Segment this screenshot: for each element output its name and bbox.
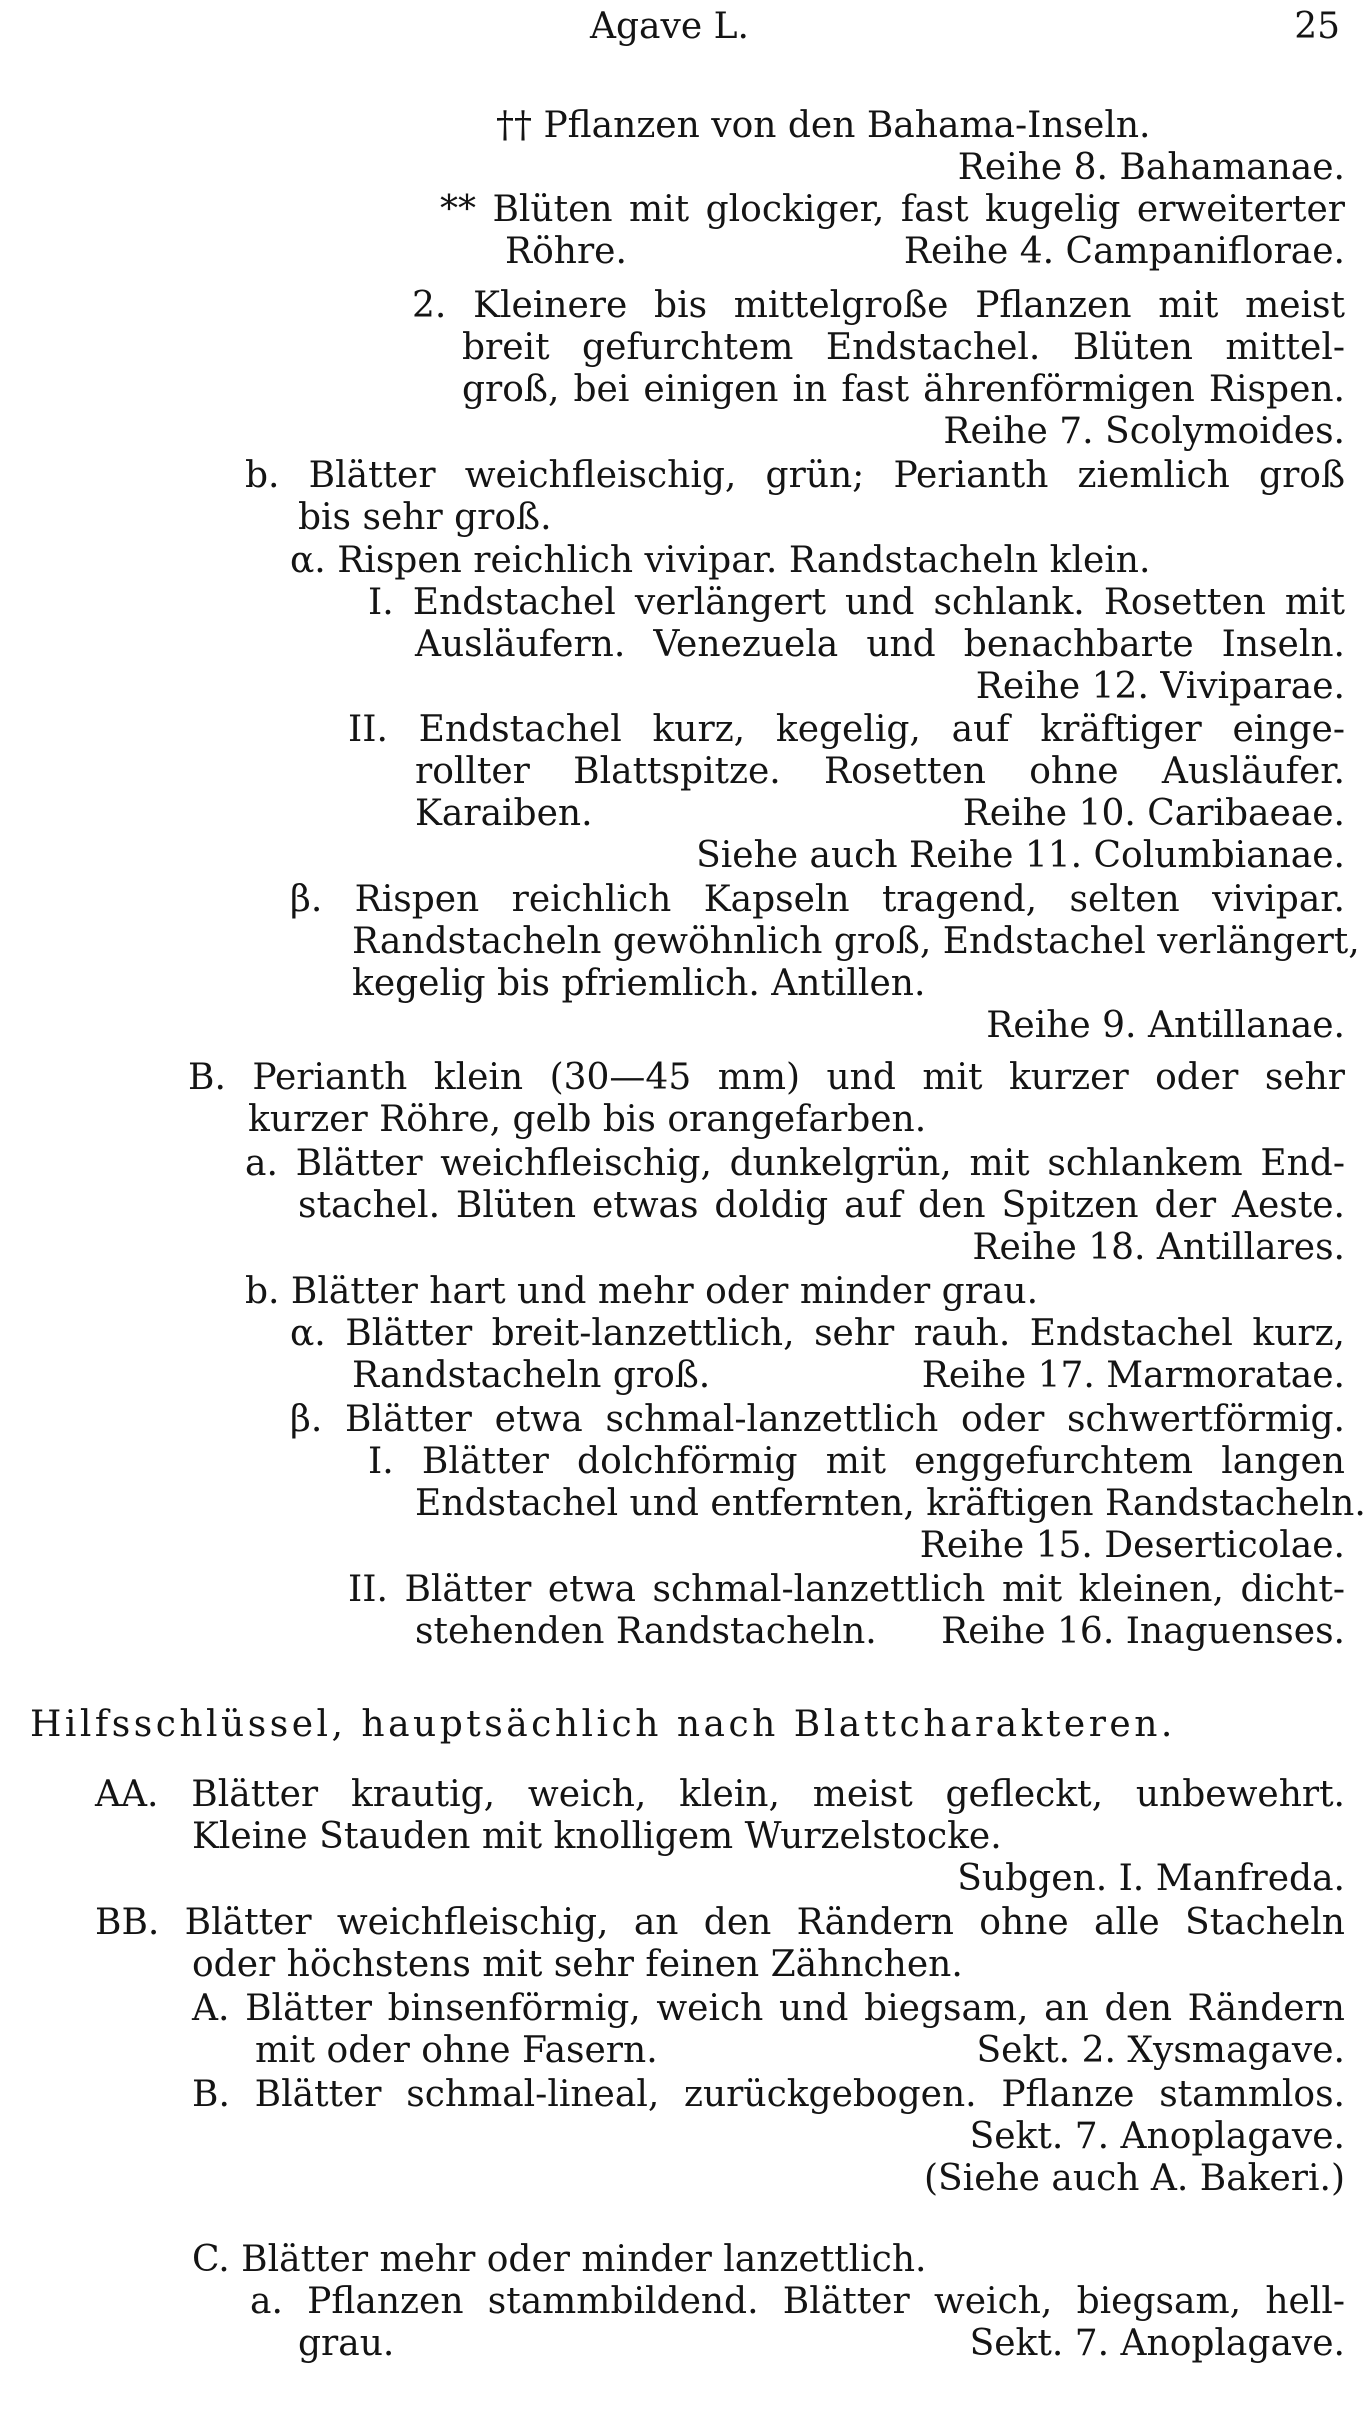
text-line: α. Rispen reichlich vivipar. Randstacheln klein.: [290, 540, 1151, 581]
text-line: II. Endstachel kurz, kegelig, auf kräftiger einge-: [348, 709, 1345, 750]
text-line: Endstachel und entfernten, kräftigen Randstacheln.: [415, 1483, 1366, 1524]
section-heading: Hilfsschlüssel, hauptsächlich nach Blattcharakteren.: [30, 1704, 1176, 1745]
line-right: Sekt. 2. Xysmagave.: [976, 2030, 1345, 2071]
line-right: Sekt. 7. Anoplagave.: [969, 2323, 1345, 2364]
text-line: oder höchstens mit sehr feinen Zähnchen.: [192, 1944, 963, 1985]
text-line: Reihe 18. Antillares.: [972, 1227, 1345, 1268]
text-line: [415, 791, 1345, 837]
text-line: Kleine Stauden mit knolligem Wurzelstocke.: [192, 1816, 1002, 1857]
running-title: Agave L.: [590, 6, 749, 47]
text-line: 2. Kleinere bis mittelgroße Pflanzen mit meist: [412, 285, 1345, 326]
text-line: Randstacheln gewöhnlich groß, Endstachel verlängert,: [352, 921, 1360, 962]
text-line: [505, 229, 1345, 275]
line-right: Reihe 16. Inaguenses.: [941, 1611, 1345, 1652]
text-line: II. Blätter etwa schmal-lanzettlich mit kleinen, dicht-: [348, 1569, 1345, 1610]
text-line: β. Rispen reichlich Kapseln tragend, selten vivipar.: [290, 879, 1345, 920]
text-line: kurzer Röhre, gelb bis orangefarben.: [248, 1099, 927, 1140]
text-line: [352, 1353, 1345, 1399]
text-line: (Siehe auch A. Bakeri.): [923, 2158, 1345, 2199]
text-line: AA. Blätter krautig, weich, klein, meist gefleckt, unbewehrt.: [95, 1774, 1345, 1815]
line-left: mit oder ohne Fasern.: [255, 2030, 658, 2071]
text-line: [298, 2321, 1345, 2367]
text-line: a. Pflanzen stammbildend. Blätter weich, biegsam, hell-: [250, 2281, 1345, 2322]
text-line: B. Blätter schmal-lineal, zurückgebogen. Pflanze stammlos.: [192, 2074, 1345, 2115]
text-line: Reihe 8. Bahamanae.: [957, 147, 1345, 188]
text-line: Reihe 12. Viviparae.: [975, 666, 1345, 707]
text-line: b. Blätter hart und mehr oder minder grau.: [245, 1271, 1039, 1312]
text-line: [255, 2028, 1345, 2074]
text-line: bis sehr groß.: [298, 497, 552, 538]
page-number: 25: [1294, 6, 1340, 47]
text-line: Subgen. I. Manfreda.: [957, 1858, 1345, 1899]
line-left: stehenden Randstacheln.: [415, 1611, 877, 1652]
text-line: α. Blätter breit-lanzettlich, sehr rauh. Endstachel kurz,: [290, 1313, 1345, 1354]
text-line: b. Blätter weichfleischig, grün; Perianth ziemlich groß: [245, 455, 1345, 496]
text-line: breit gefurchtem Endstachel. Blüten mittel-: [462, 327, 1345, 368]
text-line: †† Pflanzen von den Bahama-Inseln.: [496, 105, 1151, 146]
text-line: rollter Blattspitze. Rosetten ohne Ausläufer.: [415, 751, 1345, 792]
text-line: Siehe auch Reihe 11. Columbianae.: [696, 835, 1345, 876]
text-line: a. Blätter weichfleischig, dunkelgrün, mit schlankem End-: [245, 1143, 1345, 1184]
text-line: C. Blätter mehr oder minder lanzettlich.: [192, 2239, 927, 2280]
text-line: Reihe 15. Deserticolae.: [919, 1525, 1345, 1566]
text-line: A. Blätter binsenförmig, weich und biegsam, an den Rändern: [192, 1988, 1345, 2029]
text-line: I. Blätter dolchförmig mit enggefurchtem langen: [368, 1441, 1345, 1482]
text-line: BB. Blätter weichfleischig, an den Rändern ohne alle Stacheln: [95, 1902, 1345, 1943]
text-line: β. Blätter etwa schmal-lanzettlich oder schwertförmig.: [290, 1399, 1345, 1440]
text-line: kegelig bis pfriemlich. Antillen.: [352, 963, 926, 1004]
line-right: Reihe 10. Caribaeae.: [962, 793, 1345, 834]
text-line: Reihe 7. Scolymoides.: [943, 411, 1345, 452]
line-right: Reihe 17. Marmoratae.: [921, 1355, 1345, 1396]
text-line: Reihe 9. Antillanae.: [986, 1005, 1345, 1046]
text-line: Sekt. 7. Anoplagave.: [969, 2116, 1345, 2157]
line-left: Röhre.: [505, 231, 627, 272]
text-line: B. Perianth klein (30—45 mm) und mit kurzer oder sehr: [188, 1057, 1345, 1098]
line-left: Randstacheln groß.: [352, 1355, 711, 1396]
text-line: I. Endstachel verlängert und schlank. Rosetten mit: [368, 582, 1345, 623]
text-line: Ausläufern. Venezuela und benachbarte Inseln.: [415, 624, 1345, 665]
line-left: Karaiben.: [415, 793, 593, 834]
text-line: [415, 1609, 1345, 1655]
text-line: ** Blüten mit glockiger, fast kugelig erweiterter: [440, 189, 1345, 230]
line-right: Reihe 4. Campaniflorae.: [903, 231, 1345, 272]
line-left: grau.: [298, 2323, 395, 2364]
text-line: groß, bei einigen in fast ährenförmigen Rispen.: [462, 369, 1345, 410]
text-line: stachel. Blüten etwas doldig auf den Spitzen der Aeste.: [298, 1185, 1345, 1226]
